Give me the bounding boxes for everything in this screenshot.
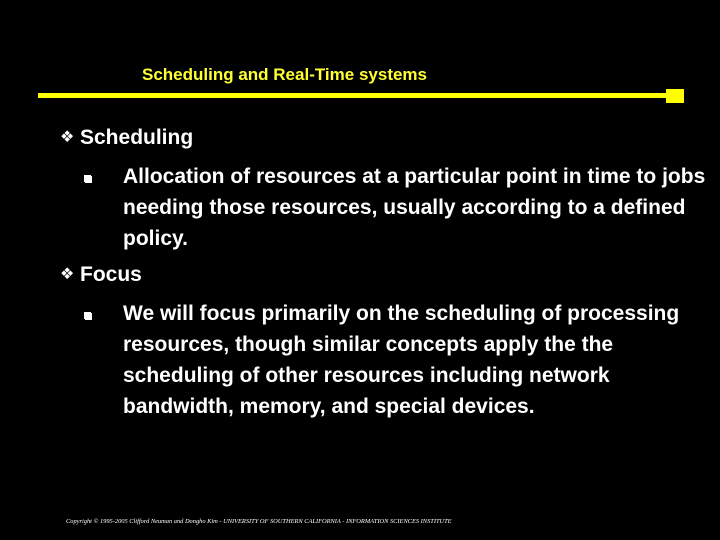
- title-rule-end: [666, 89, 684, 103]
- sub-bullet-text: We will focus primarily on the scheduling of processing resources, though similar concepts apply the the scheduling of other resources including network bandwidth, memory, and special devices.: [123, 302, 680, 418]
- sub-bullet-text: Allocation of resources at a particular point in time to jobs needing those resources, usually according to a defined policy.: [123, 165, 706, 250]
- bullet-focus: [60, 258, 142, 290]
- square-bullet-icon: [83, 174, 92, 183]
- diamond-bullet-icon: ❖: [60, 127, 75, 146]
- diamond-bullet-icon: ❖: [60, 264, 75, 283]
- copyright-footer: Copyright © 1995-2005 Clifford Neuman and Dongho Kim - UNIVERSITY OF SOUTHERN CALIFORNIA - INFORMATION SCIENCES INSTITUTE: [66, 518, 452, 525]
- square-bullet-icon: [83, 311, 92, 320]
- bullet-label: Focus: [80, 263, 142, 286]
- bullet-scheduling: [60, 121, 193, 153]
- bullet-label: Scheduling: [80, 126, 194, 149]
- title-rule: [38, 93, 668, 98]
- slide-title: Scheduling and Real-Time systems: [142, 65, 427, 84]
